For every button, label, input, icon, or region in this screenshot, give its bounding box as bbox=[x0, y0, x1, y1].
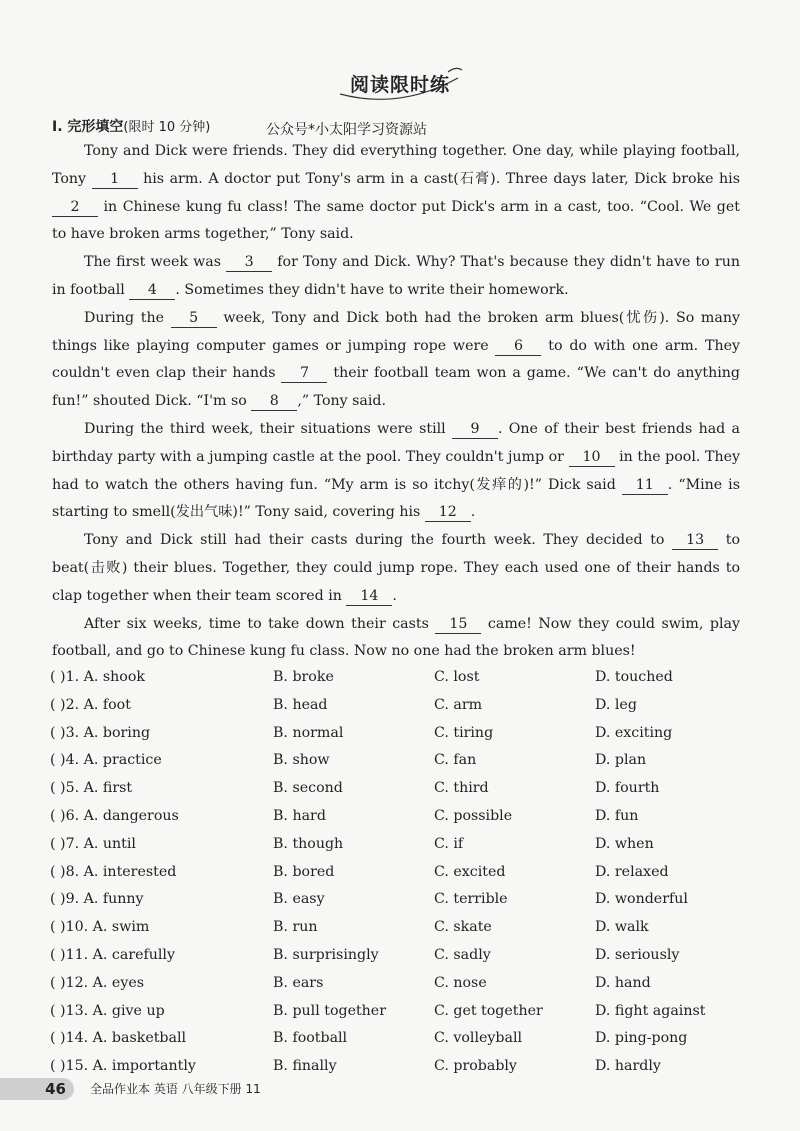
blank-15[interactable]: 15 bbox=[435, 615, 481, 634]
option-a[interactable]: ( )4. A. practice bbox=[50, 752, 162, 769]
option-a[interactable]: ( )3. A. boring bbox=[50, 724, 151, 741]
option-b[interactable]: B. ears bbox=[273, 974, 324, 991]
passage-text: . Sometimes they didn't have to write their homework. bbox=[175, 281, 569, 298]
question-row bbox=[50, 914, 750, 942]
blank-9[interactable]: 9 bbox=[452, 420, 498, 439]
option-d[interactable]: D. walk bbox=[595, 919, 649, 936]
passage-text: to beat(击败) their blues. Together, they could jump rope. They each used one of their hands to clap together when their team scored in bbox=[52, 532, 740, 604]
passage-text: During the third week, their situations were still bbox=[84, 420, 452, 437]
passage-text: . bbox=[470, 504, 476, 521]
option-b[interactable]: B. bored bbox=[273, 863, 335, 880]
option-b[interactable]: B. though bbox=[273, 835, 344, 852]
option-a[interactable]: ( )6. A. dangerous bbox=[50, 807, 179, 824]
option-a[interactable]: ( )10. A. swim bbox=[50, 919, 150, 936]
passage-paragraph bbox=[52, 527, 740, 610]
passage-text: ,” Tony said. bbox=[297, 393, 387, 410]
option-d[interactable]: D. exciting bbox=[595, 724, 673, 741]
section-label: Ⅰ. 完形填空 bbox=[52, 119, 124, 135]
passage-text: in the pool. They had to watch the others having fun. “My arm is so itchy(发痒的)!” Dick said bbox=[52, 448, 740, 493]
option-c[interactable]: C. possible bbox=[434, 807, 513, 824]
option-b[interactable]: B. finally bbox=[273, 1058, 337, 1075]
blank-4[interactable]: 4 bbox=[129, 281, 175, 300]
option-c[interactable]: C. probably bbox=[434, 1058, 517, 1075]
option-a[interactable]: ( )1. A. shook bbox=[50, 669, 145, 685]
option-d[interactable]: D. wonderful bbox=[595, 891, 688, 908]
option-b[interactable]: B. easy bbox=[273, 891, 325, 908]
option-c[interactable]: C. arm bbox=[434, 696, 483, 713]
page-number: 46 bbox=[0, 1078, 74, 1100]
blank-2[interactable]: 2 bbox=[52, 198, 98, 217]
question-row bbox=[50, 970, 750, 998]
passage-text: . “Mine is starting to smell(发出气味)!” Tony said, covering his bbox=[52, 476, 740, 521]
option-d[interactable]: D. fight against bbox=[595, 1002, 706, 1019]
option-d[interactable]: D. seriously bbox=[595, 946, 680, 963]
blank-13[interactable]: 13 bbox=[672, 531, 718, 550]
passage-text: their football team won a game. “We can't do anything fun!” shouted Dick. “I'm so bbox=[52, 365, 740, 410]
page-footer bbox=[0, 1074, 800, 1104]
question-row bbox=[50, 803, 750, 831]
option-c[interactable]: C. get together bbox=[434, 1002, 543, 1019]
option-b[interactable]: B. hard bbox=[273, 807, 326, 824]
option-c[interactable]: C. volleyball bbox=[434, 1030, 523, 1047]
passage-text: in Chinese kung fu class! The same doctor put Dick's arm in a cast, too. “Cool. We get to have broken arms together,” Tony said. bbox=[52, 198, 740, 243]
question-row bbox=[50, 998, 750, 1026]
blank-6[interactable]: 6 bbox=[495, 337, 541, 356]
option-a[interactable]: ( )2. A. foot bbox=[50, 696, 131, 713]
passage-text: Tony and Dick still had their casts during the fourth week. They decided to bbox=[84, 532, 673, 549]
watermark-text: 公众号*小太阳学习资源站 bbox=[266, 122, 427, 138]
question-row bbox=[50, 747, 750, 775]
passage-text: for Tony and Dick. Why? That's because they didn't have to run in football bbox=[52, 254, 740, 298]
option-c[interactable]: C. tiring bbox=[434, 724, 494, 741]
option-c[interactable]: C. nose bbox=[434, 974, 487, 991]
passage-text: After six weeks, time to take down their casts bbox=[84, 615, 436, 632]
page-title: 阅读限时练 bbox=[349, 74, 450, 96]
option-c[interactable]: C. third bbox=[434, 780, 489, 797]
option-c[interactable]: C. sadly bbox=[434, 946, 491, 963]
option-a[interactable]: ( )7. A. until bbox=[50, 835, 136, 852]
question-row bbox=[50, 692, 750, 720]
option-c[interactable]: C. excited bbox=[434, 863, 506, 880]
passage-text: to do with one arm. They couldn't even clap their hands bbox=[52, 337, 740, 382]
passage-text: came! Now they could swim, play football, and go to Chinese kung fu class. Now no one had the broken arm blues! bbox=[52, 615, 740, 660]
blank-1[interactable]: 1 bbox=[92, 170, 138, 189]
blank-8[interactable]: 8 bbox=[251, 392, 297, 411]
option-d[interactable]: D. touched bbox=[595, 669, 673, 685]
passage-text: Tony and Dick were friends. They did everything together. One day, while playing football, Tony bbox=[52, 143, 740, 187]
blank-14[interactable]: 14 bbox=[346, 587, 392, 606]
option-a[interactable]: ( )15. A. importantly bbox=[50, 1058, 196, 1075]
question-row bbox=[50, 720, 750, 748]
option-c[interactable]: C. fan bbox=[434, 752, 477, 769]
option-d[interactable]: D. hand bbox=[595, 974, 651, 991]
option-a[interactable]: ( )14. A. basketball bbox=[50, 1030, 187, 1047]
option-c[interactable]: C. terrible bbox=[434, 891, 508, 908]
option-c[interactable]: C. lost bbox=[434, 669, 480, 685]
question-row bbox=[50, 664, 750, 692]
passage-text: . One of their best friends had a birthday party with a jumping castle at the pool. They couldn't jump or bbox=[52, 420, 740, 465]
options-list bbox=[50, 664, 750, 1081]
option-c[interactable]: C. if bbox=[434, 835, 464, 852]
option-d[interactable]: D. hardly bbox=[595, 1058, 661, 1075]
section-timer: (限时 10 分钟) bbox=[123, 120, 211, 135]
option-d[interactable]: D. when bbox=[595, 835, 654, 852]
option-b[interactable]: B. football bbox=[273, 1030, 348, 1047]
passage-paragraph bbox=[52, 416, 740, 527]
option-d[interactable]: D. leg bbox=[595, 696, 637, 713]
option-b[interactable]: B. run bbox=[273, 919, 318, 936]
blank-11[interactable]: 11 bbox=[622, 476, 668, 495]
question-row bbox=[50, 886, 750, 914]
option-d[interactable]: D. ping-pong bbox=[595, 1030, 688, 1047]
option-b[interactable]: B. head bbox=[273, 696, 328, 713]
option-a[interactable]: ( )8. A. interested bbox=[50, 863, 177, 880]
option-a[interactable]: ( )9. A. funny bbox=[50, 891, 144, 908]
cloze-passage bbox=[52, 138, 740, 666]
option-b[interactable]: B. broke bbox=[273, 669, 334, 685]
blank-12[interactable]: 12 bbox=[425, 503, 471, 522]
passage-text: The first week was bbox=[84, 254, 227, 271]
option-b[interactable]: B. show bbox=[273, 752, 330, 769]
passage-paragraph bbox=[52, 305, 740, 416]
option-a[interactable]: ( )5. A. first bbox=[50, 780, 133, 797]
passage-text: week, Tony and Dick both had the broken arm blues(忧伤). So many things like playing computer games or jumping rope were bbox=[52, 309, 740, 354]
option-d[interactable]: D. plan bbox=[595, 752, 647, 769]
option-b[interactable]: B. surprisingly bbox=[273, 946, 379, 963]
passage-paragraph bbox=[52, 138, 740, 249]
option-a[interactable]: ( )11. A. carefully bbox=[50, 946, 175, 963]
passage-text: his arm. A doctor put Tony's arm in a cast(石膏). Three days later, Dick broke his bbox=[137, 170, 740, 187]
option-a[interactable]: ( )12. A. eyes bbox=[50, 974, 145, 991]
blank-3[interactable]: 3 bbox=[226, 253, 272, 272]
blank-10[interactable]: 10 bbox=[569, 448, 615, 467]
section-heading bbox=[52, 116, 210, 136]
question-row bbox=[50, 831, 750, 859]
question-row bbox=[50, 859, 750, 887]
option-c[interactable]: C. skate bbox=[434, 919, 492, 936]
option-d[interactable]: D. fourth bbox=[595, 780, 660, 797]
question-row bbox=[50, 1025, 750, 1053]
blank-5[interactable]: 5 bbox=[171, 309, 217, 328]
option-d[interactable]: D. relaxed bbox=[595, 863, 669, 880]
option-b[interactable]: B. normal bbox=[273, 724, 344, 741]
passage-text: . bbox=[392, 587, 397, 604]
option-b[interactable]: B. second bbox=[273, 780, 343, 797]
passage-text: During the bbox=[84, 309, 171, 326]
book-title: 全品作业本 英语 八年级下册 11 bbox=[90, 1082, 261, 1096]
passage-paragraph bbox=[52, 611, 740, 667]
option-b[interactable]: B. pull together bbox=[273, 1002, 386, 1019]
passage-paragraph bbox=[52, 249, 740, 305]
question-row bbox=[50, 942, 750, 970]
title-block bbox=[300, 60, 500, 110]
option-d[interactable]: D. fun bbox=[595, 807, 639, 824]
option-a[interactable]: ( )13. A. give up bbox=[50, 1002, 165, 1019]
blank-7[interactable]: 7 bbox=[281, 364, 327, 383]
question-row bbox=[50, 775, 750, 803]
